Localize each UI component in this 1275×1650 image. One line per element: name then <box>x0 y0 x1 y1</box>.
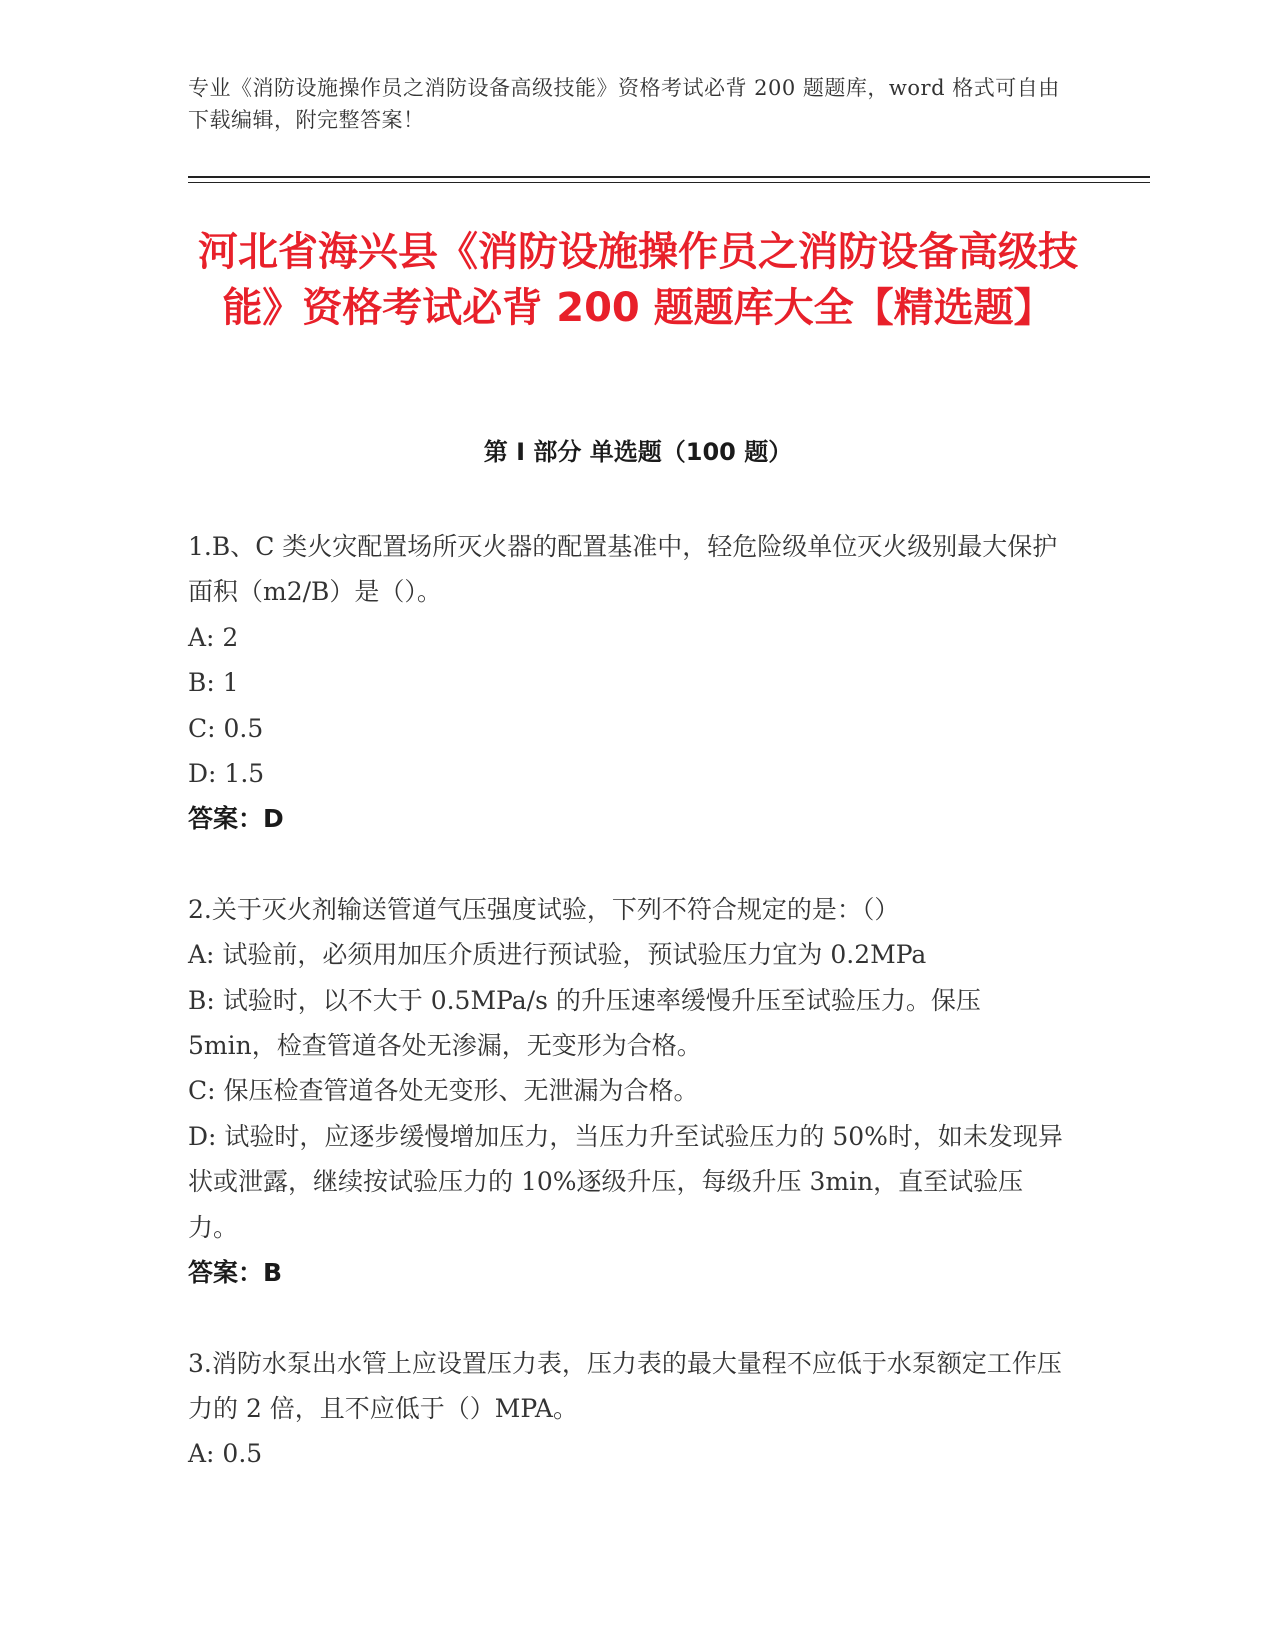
question-stem: 2.关于灭火剂输送管道气压强度试验，下列不符合规定的是：（） <box>188 894 900 924</box>
header-note: 专业《消防设施操作员之消防设备高级技能》资格考试必背 200 题题库，word 格式可自由下载编辑，附完整答案！ <box>188 76 1060 132</box>
question-list <box>188 524 1068 1522</box>
option-a: A: 2 <box>188 622 239 652</box>
question-2 <box>188 887 1068 1296</box>
header-divider-thick <box>188 176 1150 178</box>
option-c: C: 保压检查管道各处无变形、无泄漏为合格。 <box>188 1076 699 1106</box>
option-a: A: 0.5 <box>188 1439 263 1469</box>
header-divider-thin <box>188 182 1150 183</box>
option-d: D: 试验时，应逐步缓慢增加压力，当压力升至试验压力的 50%时，如未发现异状或泄露，继续按试验压力的 10%逐级升压，每级升压 3min，直至试验压力。 <box>188 1121 1063 1242</box>
option-c: C: 0.5 <box>188 713 264 743</box>
question-stem: 3.消防水泵出水管上应设置压力表，压力表的最大量程不应低于水泵额定工作压力的 2 倍，且不应低于（）MPA。 <box>188 1348 1062 1423</box>
answer: 答案：B <box>188 1258 283 1288</box>
document-title: 河北省海兴县《消防设施操作员之消防设备高级技能》资格考试必背 200 题题库大全【精选题】 <box>198 229 1078 331</box>
question-stem: 1.B、C 类火灾配置场所灭火器的配置基准中，轻危险级单位灭火级别最大保护面积（m2/B）是（）。 <box>188 532 1058 607</box>
option-b: B: 1 <box>188 668 239 698</box>
option-d: D: 1.5 <box>188 759 265 789</box>
question-3 <box>188 1341 1068 1477</box>
option-a: A: 试验前，必须用加压介质进行预试验，预试验压力宜为 0.2MPa <box>188 940 927 970</box>
option-b: B: 试验时，以不大于 0.5MPa/s 的升压速率缓慢升压至试验压力。保压 5min，检查管道各处无渗漏，无变形为合格。 <box>188 985 981 1061</box>
question-1 <box>188 524 1068 842</box>
answer: 答案：D <box>188 804 284 834</box>
section-title: 第 I 部分 单选题（100 题） <box>483 438 793 466</box>
